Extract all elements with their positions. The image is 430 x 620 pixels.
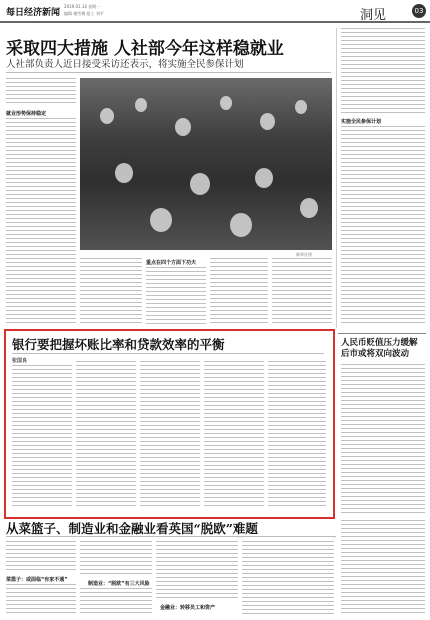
right-text-1 [341, 28, 425, 114]
date-line: 2019.01.14 星期一 [64, 4, 101, 9]
editor-line: 编辑 谢雪梅 组工 刘平 [64, 11, 104, 16]
bottom-subhead-3: 金融业：转移员工和资产 [160, 605, 216, 611]
photo-figure [135, 98, 147, 112]
bottom-rule [6, 536, 336, 537]
right-rule [338, 333, 426, 334]
masthead [0, 0, 430, 22]
photo-figure [230, 213, 252, 237]
featured-col-3 [140, 361, 200, 509]
featured-col-5 [268, 361, 326, 509]
photo-figure [100, 108, 114, 124]
featured-byline: 张国良 [12, 358, 28, 364]
photo-figure [255, 168, 273, 188]
lead-rule [6, 72, 331, 73]
bottom-col-2b [80, 588, 152, 616]
page-number: 03 [414, 7, 424, 15]
photo-figure [220, 96, 232, 110]
photo-caption: 新华社图 [296, 252, 312, 257]
photo-figure [295, 100, 307, 114]
featured-rule [12, 353, 324, 354]
column-divider [336, 28, 337, 328]
featured-col-4 [204, 361, 264, 509]
bottom-col-2 [80, 541, 152, 576]
lead-text-col-1 [6, 78, 76, 106]
section-title: 洞见 [360, 8, 387, 23]
bottom-subhead-2: 制造业：“脱欧”有三大风险 [88, 581, 150, 587]
lead-subhead-2: 重点在四个方面下功夫 [146, 260, 197, 266]
bottom-subhead-1: 菜篮子：或面临“有家不通” [6, 577, 68, 583]
lead-text-col-3 [80, 258, 142, 326]
lead-text-col-4 [146, 267, 206, 326]
photo-figure [260, 113, 275, 130]
bottom-col-1b [6, 584, 76, 616]
featured-story-box [4, 329, 335, 519]
bottom-col-4 [242, 541, 334, 616]
lead-photo [80, 78, 332, 250]
photo-figure [175, 118, 191, 136]
right-story-headline: 人民币贬值压力缓解 后市或将双向波动 [341, 338, 418, 359]
paper-name: 每日经济新闻 [6, 8, 61, 18]
right-text-2 [341, 126, 425, 326]
lead-subhead-1: 就业形势保持稳定 [6, 111, 47, 117]
bottom-col-1 [6, 541, 76, 571]
bottom-headline: 从菜篮子、制造业和金融业看英国“脱欧”难题 [6, 521, 258, 536]
lead-text-col-5 [210, 258, 268, 326]
right-subhead: 实施全民参保计划 [341, 119, 382, 125]
photo-figure [115, 163, 133, 183]
featured-headline: 银行要把握坏账比率和贷款效率的平衡 [12, 337, 225, 352]
lead-text-col-2 [6, 118, 76, 326]
photo-figure [300, 198, 318, 218]
featured-col-1 [12, 365, 72, 509]
right-text-4 [341, 520, 425, 616]
photo-figure [150, 208, 172, 232]
page-number-badge [412, 4, 426, 18]
featured-col-2 [76, 361, 136, 509]
right-text-3 [341, 364, 425, 516]
lead-headline: 采取四大措施 人社部今年这样稳就业 [6, 39, 284, 59]
bottom-col-3 [156, 541, 238, 601]
photo-figure [190, 173, 210, 195]
lead-text-col-6 [272, 258, 332, 326]
lead-subheadline: 人社部负责人近日接受采访还表示，将实施全民参保计划 [6, 59, 244, 70]
